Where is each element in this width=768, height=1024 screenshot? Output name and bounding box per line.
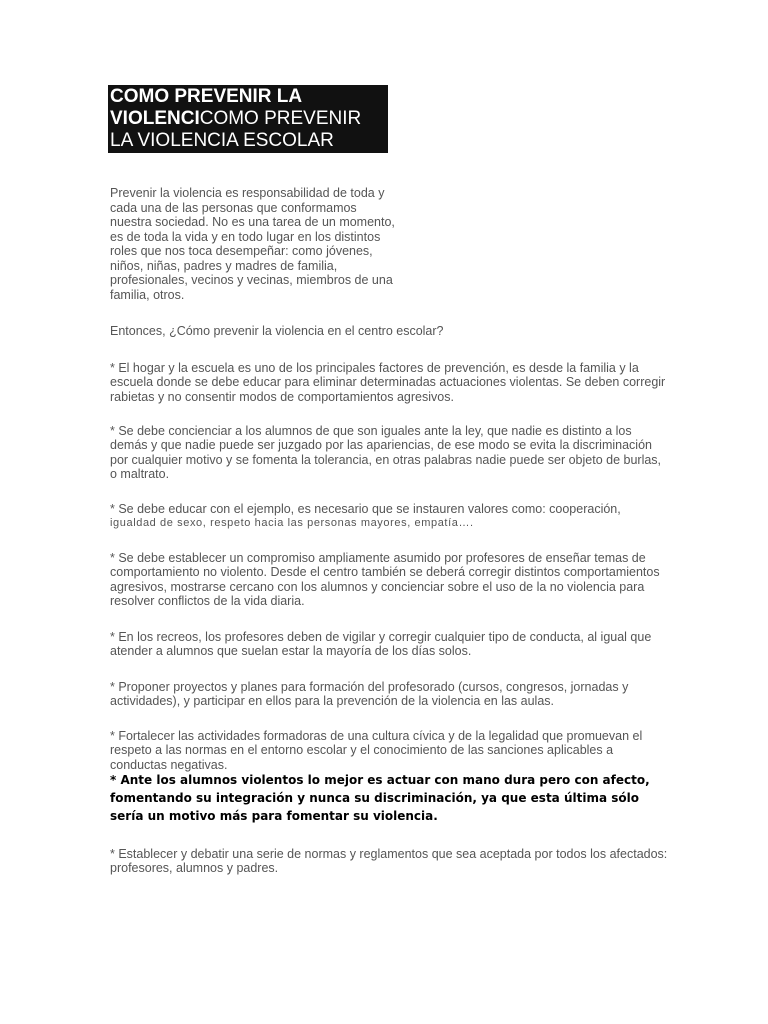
point-3-line-1: * Se debe educar con el ejemplo, es necesario que se instauren valores como: cooperación, [110,502,621,516]
point-paragraph-5: * En los recreos, los profesores deben de vigilar y corregir cualquier tipo de conducta, al igual que atender a alumnos que suelan estar la mayoría de los días solos. [110,630,652,659]
title-line-1: COMO PREVENIR LA [110,86,303,107]
title-line-2-bold: VIOLENCI [110,108,200,129]
point-paragraph-3 [110,502,670,531]
intro-paragraph: Prevenir la violencia es responsabilidad de toda y cada una de las personas que conformamos nuestra sociedad. No es una tarea de un momento, es de toda la vida y en todo lugar en los distintos roles que nos toca desempeñar: como jóvenes, niños, niñas, padres y madres de familia, profesionales, vecinos y vecinas, miembros de una familia, otros. [110,186,395,302]
title-line-3: LA VIOLENCIA ESCOLAR [110,130,334,151]
title-line-2 [110,108,386,130]
point-paragraph-9: * Establecer y debatir una serie de normas y reglamentos que sea aceptada por todos los afectados: profesores, alumnos y padres. [110,847,668,876]
page-title [108,85,388,153]
point-3-line-2: igualdad de sexo, respeto hacia las personas mayores, empatía…. [110,517,474,530]
point-paragraph-4: * Se debe establecer un compromiso ampliamente asumido por profesores de enseñar temas de comportamiento no violento. Desde el centro también se deberá corregir distintos comportamientos agresivos, mostrarse cercano con los alumnos y concienciar sobre el uso de la no violencia para resolver conflictos de la vida diaria. [110,551,660,608]
point-paragraph-6: * Proponer proyectos y planes para formación del profesorado (cursos, congresos, jornadas y actividades), y participar en ellos para la prevención de la violencia en las aulas. [110,680,629,709]
question-paragraph: Entonces, ¿Cómo prevenir la violencia en el centro escolar? [110,324,444,338]
point-paragraph-8-bold: * Ante los alumnos violentos lo mejor es actuar con mano dura pero con afecto, fomentando su integración y nunca su discriminación, ya que esta última sólo sería un motivo más para fomentar su violencia. [110,773,650,823]
point-paragraph-7: * Fortalecer las actividades formadoras de una cultura cívica y de la legalidad que promuevan el respeto a las normas en el entorno escolar y el conocimiento de las sanciones aplicables a conductas negativas. [110,729,643,772]
title-line-2-rest: COMO PREVENIR [199,108,362,129]
point-paragraph-1: * El hogar y la escuela es uno de los principales factores de prevención, es desde la familia y la escuela donde se debe educar para eliminar determinadas actuaciones violentas. Se deben corregir rabietas y no consentir modos de comportamientos agresivos. [110,361,666,404]
point-paragraph-2: * Se debe concienciar a los alumnos de que son iguales ante la ley, que nadie es distinto a los demás y que nadie puede ser juzgado por las apariencias, de ese modo se evita la discriminación por cualquier motivo y se fomenta la tolerancia, en otras palabras nadie puede ser objeto de burlas, o maltrato. [110,424,662,481]
